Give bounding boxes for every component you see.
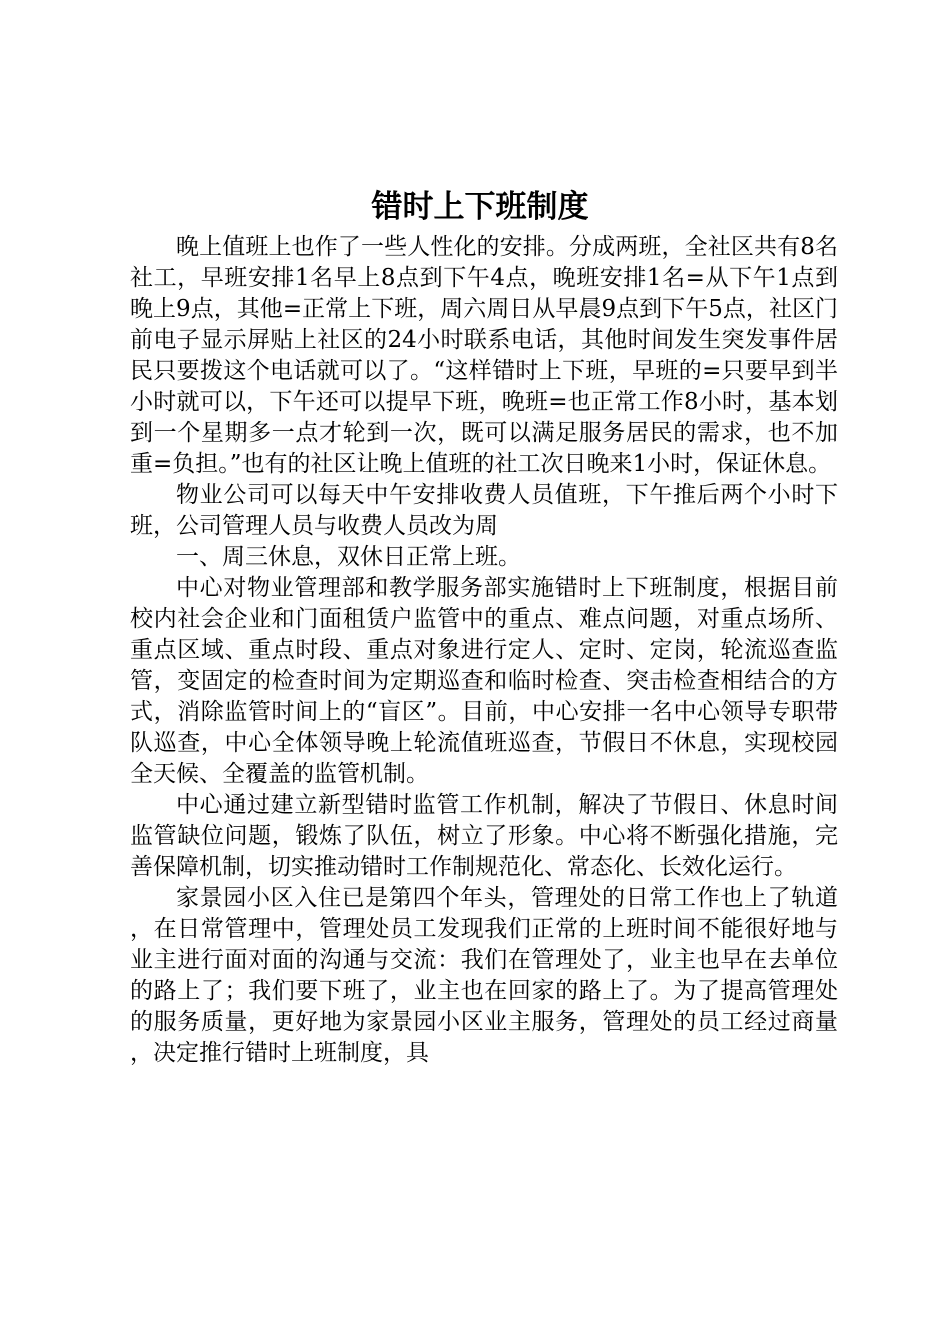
- paragraph-weekday-rest: 一、周三休息，双休日正常上班。: [176, 544, 521, 570]
- paragraph-center-mechanism: 中心通过建立新型错时监管工作机制，解决了节假日、休息时间监管缺位问题，锻炼了队伍，树立了形象。中心将不断强化措施，完善保障机制，切实推动错时工作制规范化、常态化、长效化运行。: [130, 792, 838, 880]
- paragraph-center-supervision: 中心对物业管理部和教学服务部实施错时上下班制度，根据目前校内社会企业和门面租赁户监管中的重点、难点问题，对重点场所、重点区域、重点时段、重点对象进行定人、定时、定岗，轮流巡查监管，变固定的检查时间为定期巡查和临时检查、突击检查相结合的方式，消除监管时间上的“盲区”。目前，中心安排一名中心领导专职带队巡查，中心全体领导晚上轮流值班巡查，节假日不休息，实现校园全天候、全覆盖的监管机制。: [130, 575, 838, 787]
- paragraph-jiajingyuan: 家景园小区入住已是第四个年头，管理处的日常工作也上了轨道，在日常管理中，管理处员工发现我们正常的上班时间不能很好地与业主进行面对面的沟通与交流：我们在管理处了，业主也早在去单位的路上了；我们要下班了，业主也在回家的路上了。为了提高管理处的服务质量，更好地为家景园小区业主服务，管理处的员工经过商量，决定推行错时上班制度，具: [130, 885, 838, 1066]
- paragraph-evening-shift: 晚上值班上也作了一些人性化的安排。分成两班，全社区共有8名社工，早班安排1名早上8点到下午4点，晚班安排1名=从下午1点到晚上9点，其他=正常上下班，周六周日从早晨9点到下午5点，社区门前电子显示屏贴上社区的24小时联系电话，其他时间发生突发事件居民只要拨这个电话就可以了。“这样错时上下班，早班的=只要早到半小时就可以，下午还可以提早下班，晚班=也正常工作8小时，基本划到一个星期多一点才轮到一次，既可以满足服务居民的需求，也不加重=负担。”也有的社区让晚上值班的社工次日晚来1小时，保证休息。: [130, 234, 838, 477]
- document-body: [130, 232, 838, 1069]
- paragraph-property-company: 物业公司可以每天中午安排收费人员值班，下午推后两个小时下班，公司管理人员与收费人员改为周: [130, 482, 838, 539]
- document-title: 错时上下班制度: [371, 189, 589, 225]
